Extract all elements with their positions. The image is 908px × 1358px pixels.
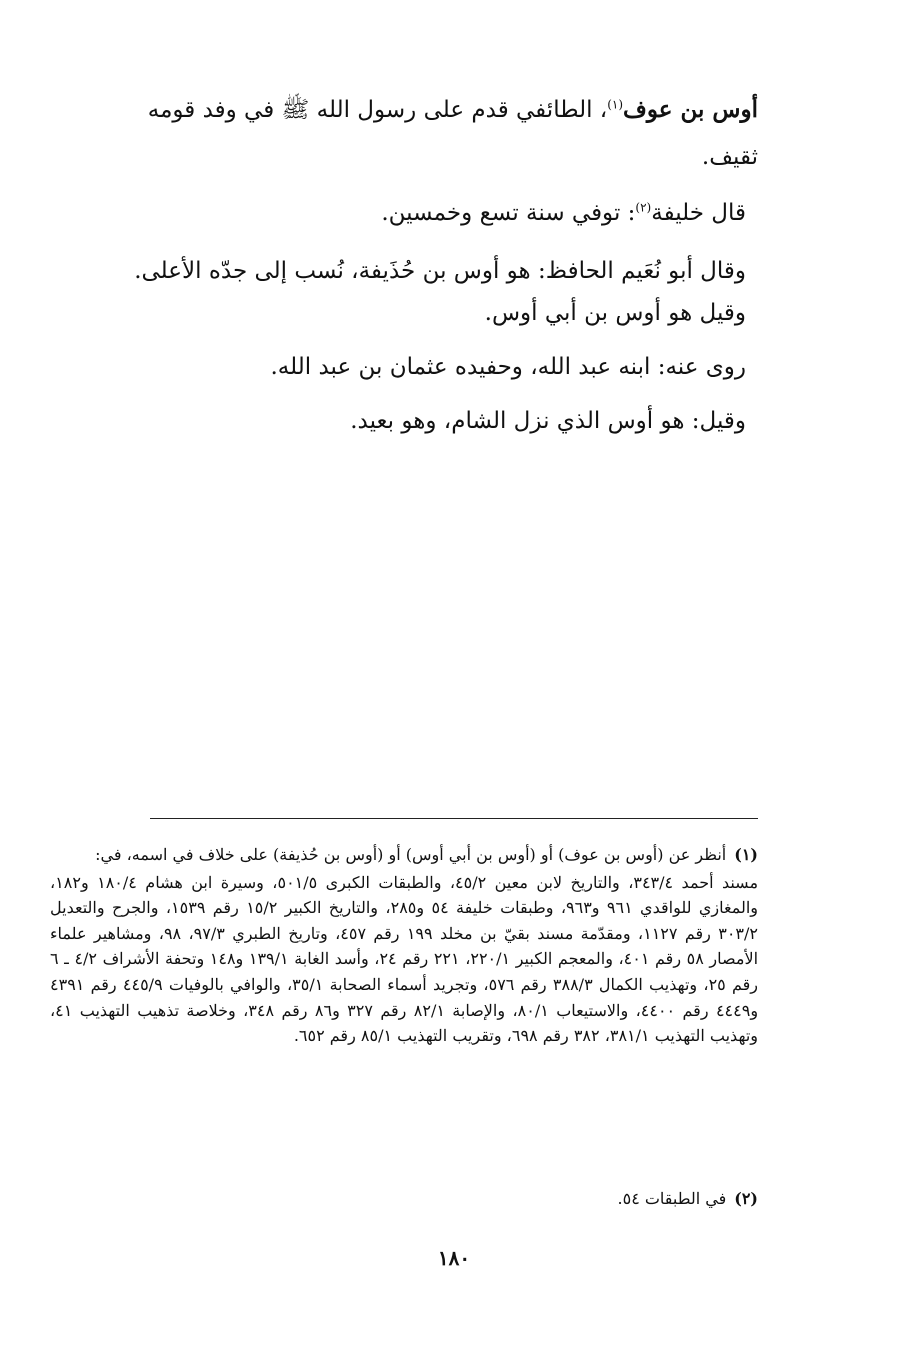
alternate-name: وقيل هو أوس بن أبي أوس. — [484, 300, 746, 326]
text-line-3 — [381, 196, 746, 232]
entry-intro-continued: ثقيف. — [701, 144, 758, 170]
footnote-ref-1: (١) — [607, 97, 624, 112]
text-line-1 — [148, 92, 758, 129]
page-number: ١٨٠ — [437, 1246, 471, 1270]
abu-nuaim-quote: وقال أبو نُعَيم الحافظ: هو أوس بن حُذَيفة، نُسب إلى جدّه الأعلى. — [134, 258, 746, 284]
entry-intro: ، الطائفي قدم على رسول الله ﷺ في وفد قومه — [147, 97, 608, 123]
footnote-2-text: في الطبقات ٥٤. — [617, 1189, 727, 1208]
khalifa-quote: : توفي سنة تسع وخمسين. — [381, 200, 636, 226]
footnote-1-text: أنظر عن (أوس بن عوف) أو (أوس بن أبي أوس) أو (أوس بن حُذيفة) على خلاف في اسمه، في: — [95, 845, 727, 864]
footnote-1 — [50, 842, 758, 1049]
footnote-number-2: (٢) — [734, 1189, 758, 1208]
text-line-4 — [134, 254, 746, 290]
narrators: روى عنه: ابنه عبد الله، وحفيده عثمان بن عبد الله. — [270, 354, 746, 380]
text-line-6 — [270, 350, 746, 386]
khalifa-quote-start: قال خليفة — [651, 200, 746, 226]
footnote-number-1: (١) — [734, 845, 758, 864]
footnote-2 — [50, 1186, 758, 1212]
entry-name: أوس بن عوف — [623, 96, 758, 123]
text-line-2 — [702, 140, 758, 176]
text-line-7 — [350, 404, 746, 440]
footnote-ref-2: (٢) — [635, 200, 652, 215]
footnote-1-sources: مسند أحمد ٣٤٣/٤، والتاريخ لابن معين ٤٥/٢، والطبقات الكبرى ٥٠١/٥، وسيرة ابن هشام ١٨٠/٤ و١٨٢، والمغازي للواقدي ٩٦١ و٩٦٣، وطبقات خليفة ٥٤ و٢٨٥، والتاريخ الكبير ١٥/٢ رقم ١٥٣٩، والجرح والتعديل ٣٠٣/٢ رقم ١١٢٧، ومقدّمة مسند بقيّ بن مخلد ١٩٩ رقم ٤٥٧، وتاريخ الطبري ٩٧/٣، ٩٨، ومشاهير علماء الأمصار ٥٨ رقم ٤٠١، والمعجم الكبير ٢٢٠/١، ٢٢١ رقم ٢٤، وأسد الغابة ١٣٩/١ و١٤٨ وتحفة الأشراف ٤/٢ ـ ٦ رقم ٢٥، وتهذيب الكمال ٣٨٨/٣ رقم ٥٧٦، وتجريد أسماء الصحابة ٣٥/١، والوافي بالوفيات ٤٤٥/٩ رقم ٤٣٩١ و٤٤٤٩ رقم ٤٤٠٠، والاستيعاب ٨٠/١، والإصابة ٨٢/١ رقم ٣٢٧ و٨٦ رقم ٣٤٨، وخلاصة تذهيب التهذيب ٤١، وتهذيب التهذيب ٣٨١/١، ٣٨٢ رقم ٦٩٨، وتقريب التهذيب ٨٥/١ رقم ٦٥٢. — [50, 872, 759, 1046]
footnote-divider — [150, 818, 758, 819]
closing-remark: وقيل: هو أوس الذي نزل الشام، وهو بعيد. — [350, 408, 746, 434]
text-line-5 — [485, 296, 746, 332]
